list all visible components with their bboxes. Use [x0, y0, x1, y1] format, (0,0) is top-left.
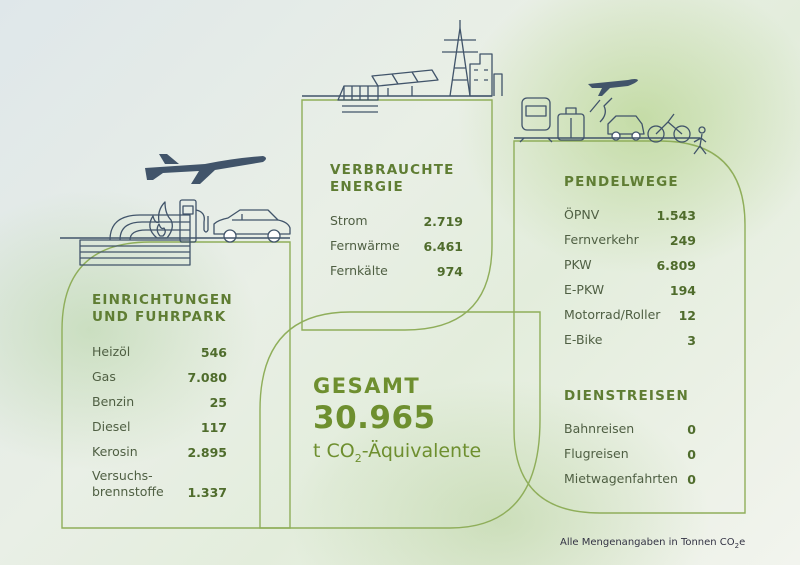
- total-unit-prefix: t CO: [313, 440, 355, 462]
- building-icon: [80, 215, 190, 265]
- business-row: [564, 437, 696, 462]
- train-icon: [520, 98, 552, 142]
- person-walking-icon: [694, 127, 706, 154]
- facilities-heading-line2: UND FUHRPARK: [92, 309, 227, 325]
- row-label: Heizöl: [92, 344, 131, 359]
- row-label: Versuchs- brennstoffe: [92, 468, 164, 499]
- row-label: Fernwärme: [330, 238, 400, 253]
- row-value: 6.461: [423, 239, 463, 254]
- row-label: Bahnreisen: [564, 421, 635, 436]
- total-block: [313, 374, 481, 465]
- energy-heading-line2: ENERGIE: [330, 179, 404, 195]
- row-value: 194: [669, 283, 696, 298]
- total-value: 30.965: [313, 400, 436, 436]
- facilities-row: [92, 410, 227, 435]
- row-label: Flugreisen: [564, 446, 629, 461]
- facilities-row: [92, 385, 227, 410]
- commute-row: [564, 273, 696, 298]
- total-unit: [313, 440, 481, 465]
- suitcase-icon: [558, 108, 584, 140]
- energy-heading-line1: VERBRAUCHTE: [330, 162, 455, 178]
- row-value: 2.719: [423, 214, 463, 229]
- commute-row: [564, 248, 696, 273]
- energy-row: [330, 229, 463, 254]
- row-label: E-PKW: [564, 282, 605, 297]
- transmission-tower-icon: [442, 20, 478, 96]
- row-value: 249: [669, 233, 696, 248]
- total-label: GESAMT: [313, 374, 421, 398]
- facilities-row: [92, 435, 227, 460]
- row-label: Strom: [330, 213, 368, 228]
- commute-panel: [564, 174, 696, 348]
- facilities-heading: [92, 292, 233, 326]
- row-label: Gas: [92, 369, 116, 384]
- business-heading: DIENSTREISEN: [564, 388, 689, 404]
- energy-heading: [330, 162, 463, 196]
- business-panel: [564, 388, 696, 487]
- row-label: Motorrad/Roller: [564, 307, 661, 322]
- row-label: Diesel: [92, 419, 131, 434]
- airplane-icon-right: [588, 79, 638, 96]
- airplane-icon: [145, 154, 266, 184]
- ev-car-icon: [608, 116, 644, 140]
- business-row: [564, 462, 696, 487]
- facilities-row: [92, 360, 227, 385]
- row-value: 1.543: [656, 208, 696, 223]
- footnote: [560, 537, 745, 550]
- footnote-suffix: e: [739, 537, 746, 548]
- footnote-sub: 2: [734, 542, 740, 550]
- row-value: 25: [209, 395, 227, 410]
- row-value: 7.080: [187, 370, 227, 385]
- row-value: 1.337: [187, 485, 227, 500]
- row-value: 117: [200, 420, 227, 435]
- flame-icon: [150, 202, 173, 238]
- energy-row: [330, 204, 463, 229]
- row-value: 2.895: [187, 445, 227, 460]
- row-label: ÖPNV: [564, 207, 600, 222]
- row-value: 6.809: [656, 258, 696, 273]
- row-value: 0: [687, 422, 696, 437]
- solar-panel-icon: [372, 70, 438, 96]
- fuel-pump-icon: [180, 200, 208, 242]
- row-value: 3: [687, 333, 696, 348]
- row-value: 0: [687, 447, 696, 462]
- commute-row: [564, 298, 696, 323]
- row-label: E-Bike: [564, 332, 603, 347]
- row-label: Mietwagenfahrten: [564, 471, 678, 486]
- power-plant-icon: [338, 86, 378, 112]
- row-label: Kerosin: [92, 444, 138, 459]
- row-value: 12: [678, 308, 696, 323]
- commute-row: [564, 323, 696, 348]
- factory-icon: [470, 54, 502, 96]
- facilities-panel: [92, 292, 233, 500]
- total-unit-sub: 2: [354, 451, 362, 465]
- car-icon: [214, 210, 290, 242]
- row-value: 0: [687, 472, 696, 487]
- facilities-heading-line1: EINRICHTUNGEN: [92, 292, 233, 308]
- commute-heading: PENDELWEGE: [564, 174, 679, 190]
- row-label: Fernverkehr: [564, 232, 639, 247]
- commute-row: [564, 223, 696, 248]
- commute-row: [564, 198, 696, 223]
- energy-panel: [330, 162, 463, 279]
- row-value: 546: [200, 345, 227, 360]
- footnote-text: Alle Mengenangaben in Tonnen CO: [560, 537, 735, 548]
- row-label: Benzin: [92, 394, 135, 409]
- total-unit-suffix: -Äquivalente: [361, 440, 482, 462]
- facilities-row: [92, 335, 227, 360]
- business-row: [564, 412, 696, 437]
- row-label: Fernkälte: [330, 263, 388, 278]
- facilities-row: [92, 460, 227, 500]
- row-value: 974: [436, 264, 463, 279]
- energy-row: [330, 254, 463, 279]
- ev-plug-icon: [590, 98, 612, 122]
- row-label: PKW: [564, 257, 592, 272]
